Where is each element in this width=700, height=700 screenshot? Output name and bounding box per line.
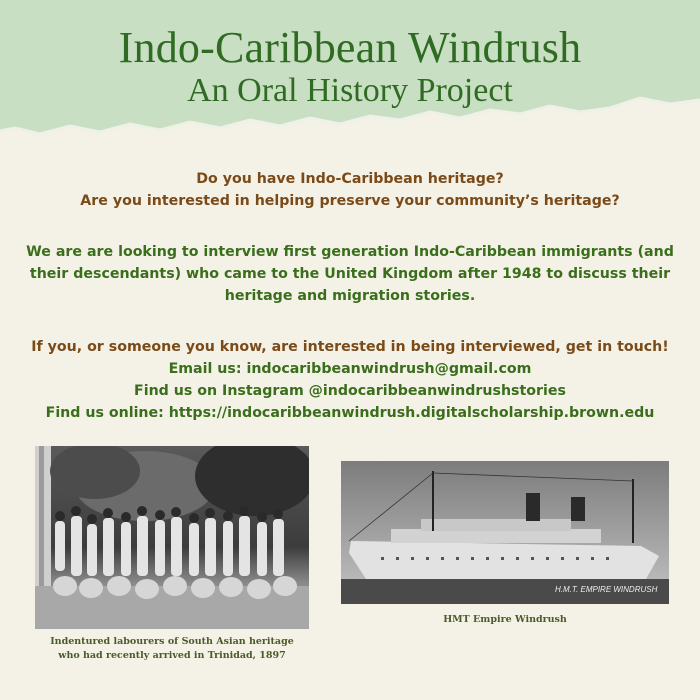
- description-block: [20, 241, 680, 307]
- contact-block: [20, 336, 680, 424]
- contact-instagram[interactable]: Find us on Instagram @indocaribbeanwindrushstories: [134, 383, 566, 399]
- windrush-caption: HMT Empire Windrush: [443, 614, 567, 625]
- question-preserve: Are you interested in helping preserve your community’s heritage?: [80, 193, 620, 209]
- labourers-caption-line-1: Indentured labourers of South Asian heritage: [50, 636, 294, 647]
- page-subtitle: An Oral History Project: [187, 72, 513, 109]
- description-line-2: their descendants) who came to the United Kingdom after 1948 to discuss their: [29, 266, 671, 282]
- labourers-caption-line-2: who had recently arrived in Trinidad, 1897: [58, 650, 286, 661]
- page-title: Indo-Caribbean Windrush: [118, 23, 582, 72]
- contact-email[interactable]: Email us: indocaribbeanwindrush@gmail.com: [168, 361, 532, 377]
- contact-intro: If you, or someone you know, are interested in being interviewed, get in touch!: [31, 339, 669, 355]
- windrush-ship-photo: [341, 461, 669, 604]
- description-line-1: We are are looking to interview first generation Indo-Caribbean immigrants (and: [26, 244, 674, 260]
- labourers-photo: [35, 446, 309, 629]
- ship-hull-lettering: H.M.T. EMPIRE WINDRUSH: [555, 585, 658, 594]
- contact-website[interactable]: Find us online: https://indocaribbeanwindrush.digitalscholarship.brown.edu: [45, 405, 655, 421]
- description-line-3: heritage and migration stories.: [224, 288, 476, 304]
- questions-block: [20, 168, 680, 212]
- question-heritage: Do you have Indo-Caribbean heritage?: [196, 171, 504, 187]
- labourers-caption: [35, 635, 309, 663]
